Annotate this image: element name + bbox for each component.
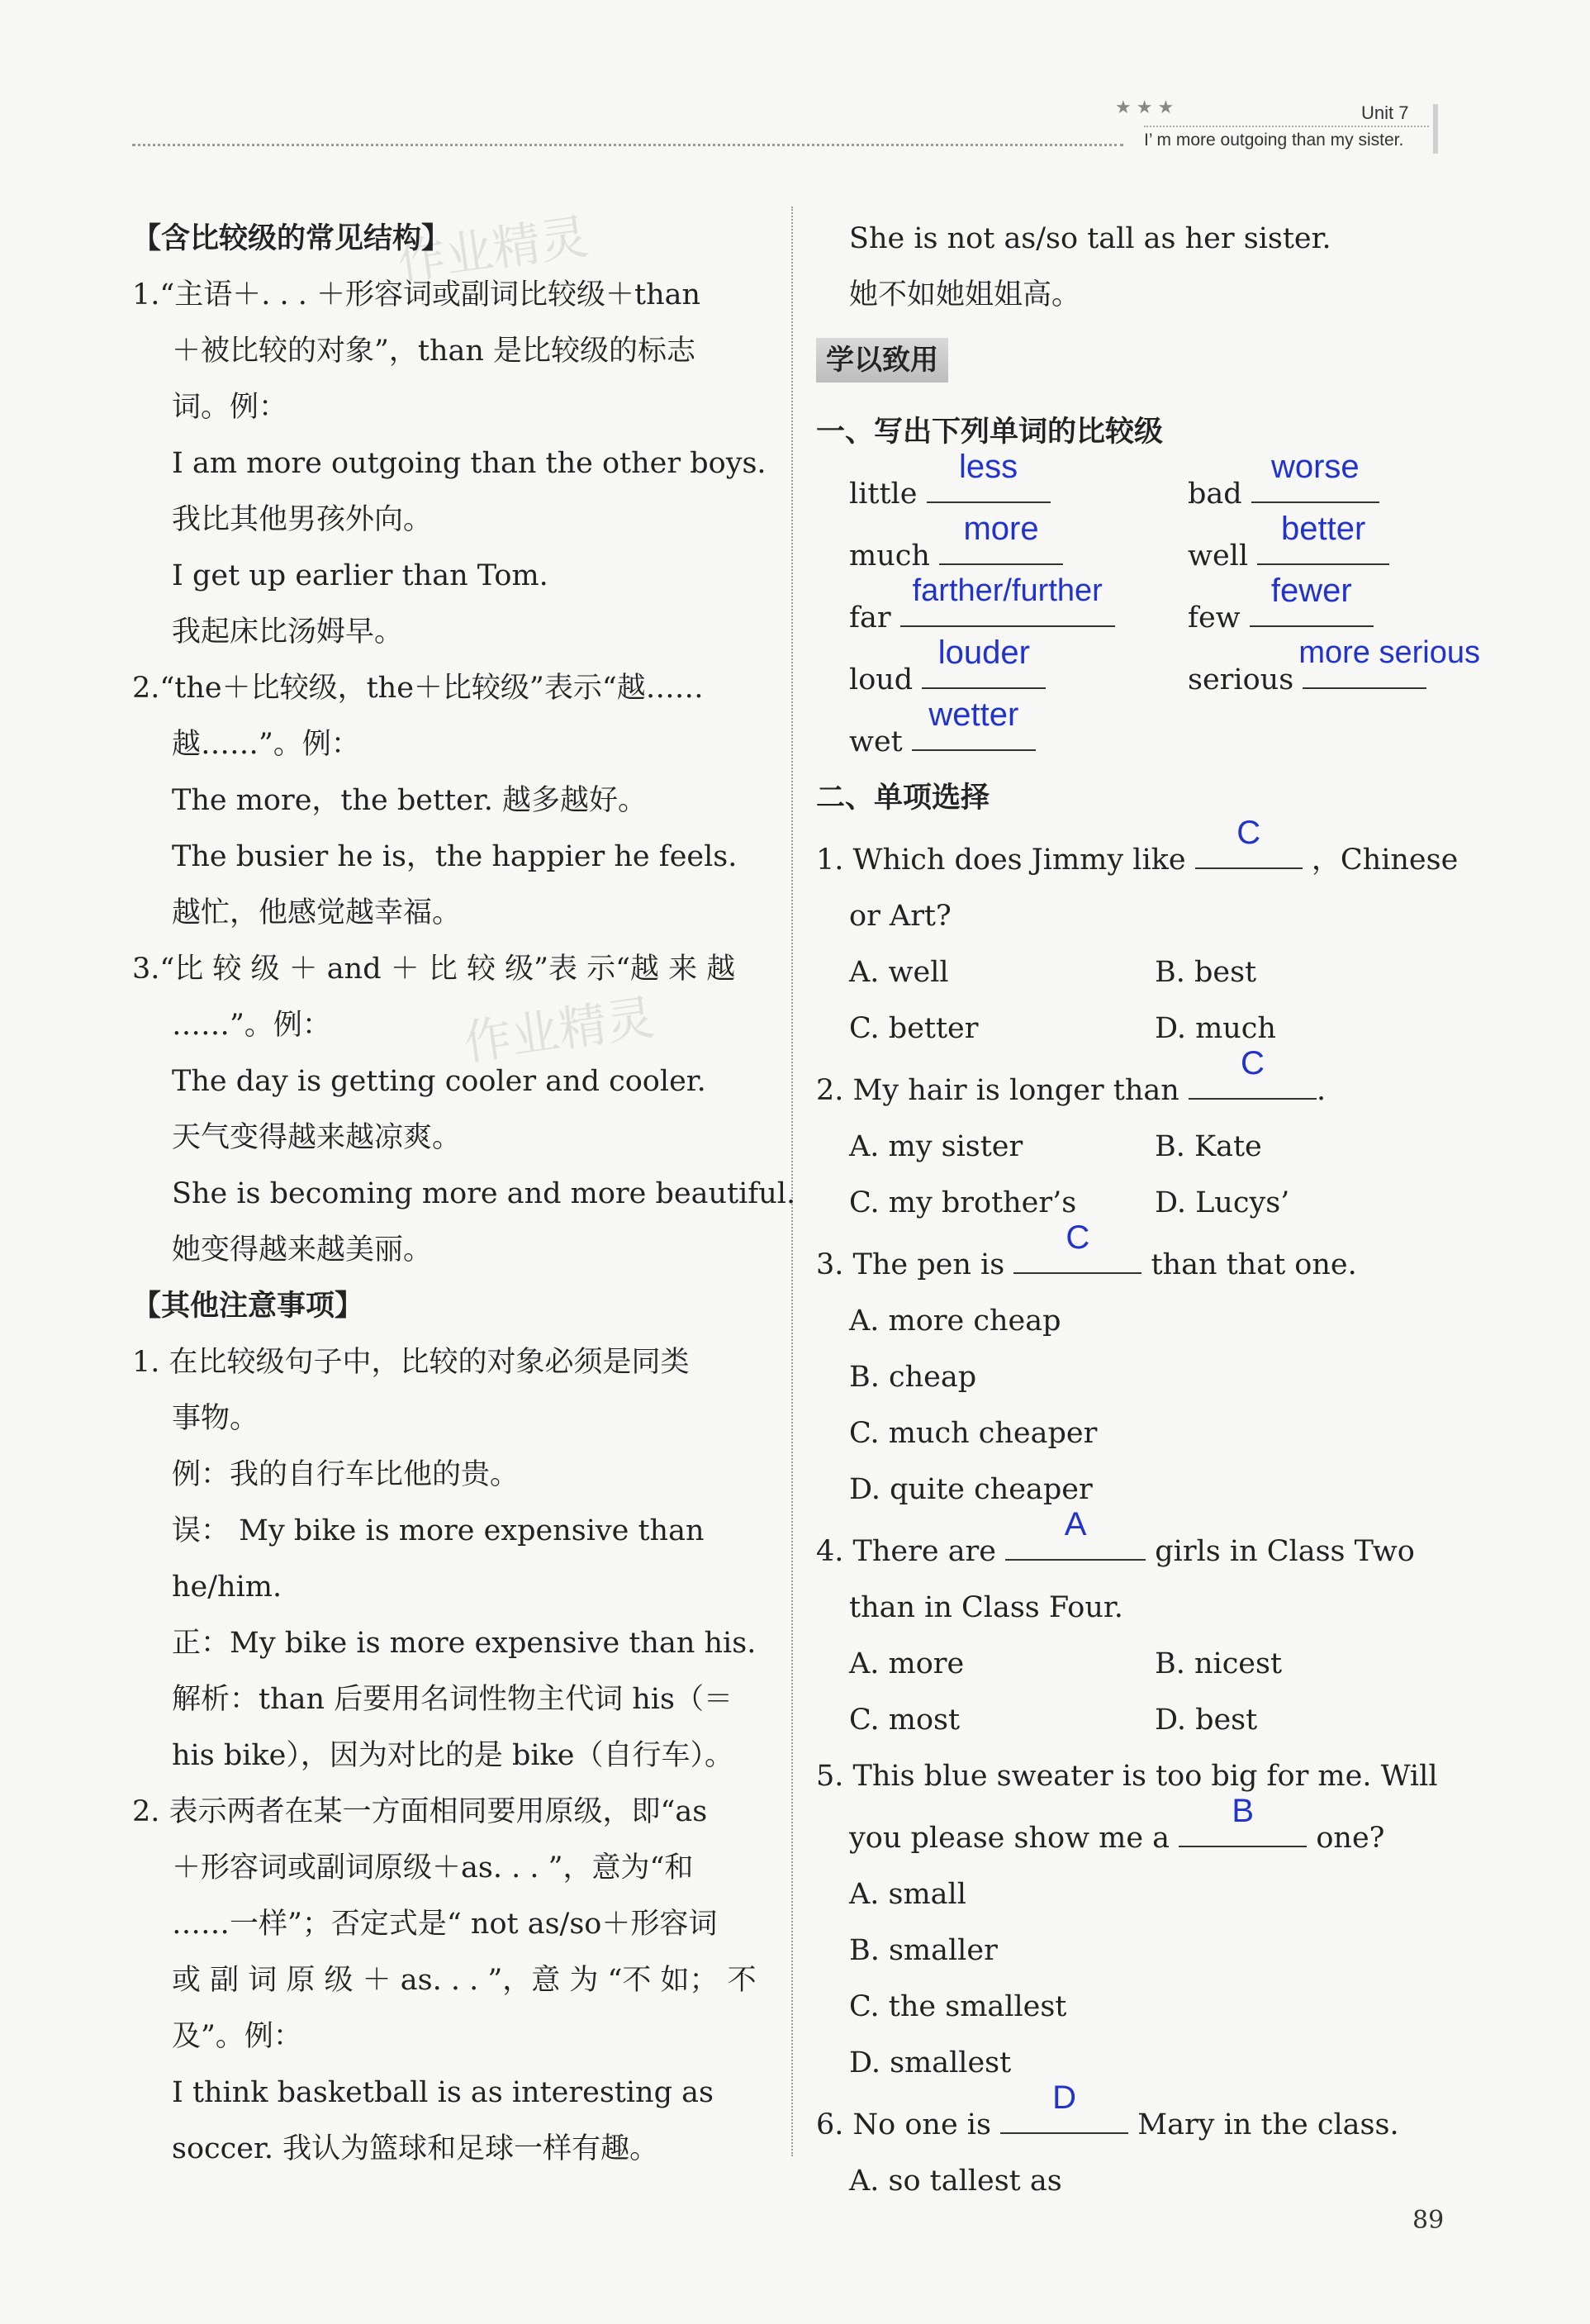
question-text: girls in Class Two [1155,1535,1415,1568]
question-3 [816,1219,1469,1293]
option-c[interactable]: C. better [849,1012,979,1045]
header-bar [1433,104,1438,154]
question-text: than that one. [1151,1248,1357,1281]
note-text: 误： My bike is more expensive than [172,1514,705,1547]
option-d[interactable]: D. best [1155,1704,1258,1737]
word: wet [849,725,903,758]
answer-blank[interactable] [1189,1045,1317,1100]
question-text: 4. There are [816,1535,996,1568]
question-5: 5. This blue sweater is too big for me. Will [816,1760,1438,1793]
handwritten-answer: A [1064,1506,1087,1542]
answer-blank[interactable] [1298,635,1480,689]
answer-blank[interactable] [1179,1793,1307,1847]
handwritten-answer: C [1066,1219,1090,1256]
answer-blank[interactable] [922,634,1046,689]
handwritten-answer: worse [1270,449,1360,485]
note-text: 及”。例： [172,2020,302,2053]
options [816,1119,1469,1231]
option-d[interactable]: D. much [1155,1012,1276,1045]
question-text: 6. No one is [816,2108,991,2141]
header-divider-short [1144,126,1429,127]
question-text: . [1316,1074,1327,1107]
note-text: I think basketball is as interesting as [172,2076,714,2109]
question-text: ，Chinese [1311,844,1459,877]
handwritten-answer: more serious [1298,635,1480,670]
option-b[interactable]: B. best [1155,956,1257,989]
option-b[interactable]: B. Kate [1155,1130,1262,1163]
option-a[interactable]: A. more [849,1647,965,1680]
handwritten-answer: fewer [1270,573,1352,609]
note-text: 或 副 词 原 级 ＋ as. . . ”，意 为 “不 如； 不 [172,1964,757,1997]
example-en: I get up earlier than Tom. [172,559,548,592]
handwritten-answer: less [959,449,1018,485]
comparative-word-grid [816,449,1480,770]
question-2 [816,1045,1469,1119]
rule-text: 词。例： [172,391,288,424]
option-c[interactable]: C. most [849,1704,961,1737]
handwritten-answer: farther/further [912,573,1103,608]
handwritten-answer: better [1281,511,1366,547]
note-text: soccer. 我认为篮球和足球一样有趣。 [172,2132,659,2165]
option-c[interactable]: C. much cheaper [849,1417,1098,1450]
question-text: one? [1316,1822,1385,1855]
part-b-title: 二、单项选择 [816,781,990,815]
example-en: The busier he is，the happier he feels. [172,840,738,873]
example-en: She is not as/so tall as her sister. [849,222,1331,255]
note-text: 正：My bike is more expensive than his. [172,1627,757,1660]
example-en: The more，the better. 越多越好。 [172,784,647,817]
example-cn: 我起床比汤姆早。 [172,615,404,649]
page-number: 89 [1412,2206,1445,2235]
answer-blank[interactable] [927,449,1051,503]
answer-blank[interactable] [1013,1219,1141,1274]
question-text: Mary in the class. [1137,2108,1399,2141]
note-text: 事物。 [172,1402,259,1435]
rule-text: 越……”。例： [172,728,360,761]
option-c[interactable]: C. my brother’s [849,1186,1077,1219]
question-1 [816,815,1469,888]
section-heading: 【其他注意事项】 [132,1289,364,1323]
option-b[interactable]: B. smaller [849,1934,998,1967]
answer-blank[interactable] [900,573,1115,627]
answer-blank[interactable] [1005,1506,1146,1561]
handwritten-answer: C [1236,815,1261,851]
part-a-title: 一、写出下列单词的比较级 [816,415,1164,449]
question-text: 2. My hair is longer than [816,1074,1179,1107]
option-b[interactable]: B. cheap [849,1361,977,1394]
question-text: 3. The pen is [816,1248,1005,1281]
word: much [849,539,930,573]
header-unit: Unit 7 [1361,102,1409,123]
handwritten-answer: louder [937,634,1030,671]
right-column [816,211,1480,2209]
options [816,1636,1469,1748]
word: well [1188,539,1249,573]
note-text: 1. 在比较级句子中，比较的对象必须是同类 [132,1346,690,1379]
left-column [132,211,796,2177]
answer-blank[interactable] [1195,815,1303,869]
handwritten-answer: wetter [928,696,1019,733]
section-heading: 【含比较级的常见结构】 [132,221,451,255]
answer-blank[interactable] [1000,2079,1128,2134]
handwritten-answer: C [1240,1045,1265,1081]
example-en: I am more outgoing than the other boys. [172,447,767,480]
answer-blank[interactable] [1250,573,1374,627]
note-text: he/him. [172,1571,282,1604]
rule-text: 2.“the＋比较级，the＋比较级”表示“越…… [132,672,704,705]
note-text: 例：我的自行车比他的贵。 [172,1458,520,1491]
word-item [1188,635,1502,708]
handwritten-answer: more [963,511,1039,547]
question-text [816,1793,1469,1866]
word: few [1188,601,1241,634]
header-divider [132,144,1123,146]
option-d[interactable]: D. quite cheaper [849,1473,1093,1506]
example-cn: 我比其他男孩外向。 [172,503,433,536]
rule-text: 3.“比 较 级 ＋ and ＋ 比 较 级”表 示“越 来 越 [132,953,736,986]
example-en: She is becoming more and more beautiful. [172,1177,796,1210]
answer-blank[interactable] [912,696,1036,751]
example-cn: 她不如她姐姐高。 [849,278,1081,311]
word: serious [1188,663,1294,696]
practice-badge: 学以致用 [816,338,948,383]
note-text: his bike），因为对比的是 bike（自行车）。 [172,1739,733,1772]
question-4 [816,1506,1469,1580]
rule-text: ……”。例： [172,1009,331,1042]
word: far [849,601,891,634]
option-d[interactable]: D. smallest [849,2046,1012,2079]
question-6 [816,2079,1469,2153]
question-text: 1. Which does Jimmy like [816,844,1186,877]
note-text: ＋形容词或副词原级＋as. . . ”，意为“和 [172,1851,694,1884]
answer-blank[interactable] [1251,449,1379,503]
word: bad [1188,478,1242,511]
header-stars-icon: ★★★ [1115,97,1179,118]
handwritten-answer: B [1232,1793,1255,1829]
option-a[interactable]: A. so tallest as [849,2165,1062,2198]
watermark: 作业精灵 [394,208,592,291]
answer-blank[interactable] [939,511,1063,565]
option-d[interactable]: D. Lucys’ [1155,1186,1290,1219]
example-cn: 天气变得越来越凉爽。 [172,1121,462,1154]
note-text: 2. 表示两者在某一方面相同要用原级，即“as [132,1795,708,1828]
example-cn: 她变得越来越美丽。 [172,1233,433,1267]
question-text: you please show me a [849,1822,1170,1855]
example-en: The day is getting cooler and cooler. [172,1065,706,1098]
question-text: or Art? [849,900,952,933]
rule-text: ＋被比较的对象”，than 是比较级的标志 [172,335,696,368]
word: little [849,478,918,511]
option-a[interactable]: A. small [849,1878,966,1911]
note-text: 解析：than 后要用名词性物主代词 his（＝ [172,1683,733,1716]
option-a[interactable]: A. more cheap [849,1305,1061,1338]
option-b[interactable]: B. nicest [1155,1647,1283,1680]
rule-text: 1.“主语＋. . . ＋形容词或副词比较级＋than [132,278,701,311]
question-text: than in Class Four. [849,1591,1123,1624]
answer-blank[interactable] [1257,511,1389,565]
option-a[interactable]: A. well [849,956,949,989]
header-title: I’ m more outgoing than my sister. [1144,131,1404,150]
word: loud [849,663,914,696]
word-item [849,696,1188,770]
note-text: ……一样”；否定式是“ not as/so＋形容词 [172,1908,718,1941]
option-a[interactable]: A. my sister [849,1130,1023,1163]
example-cn: 越忙，他感觉越幸福。 [172,896,462,929]
watermark: 作业精灵 [460,989,658,1072]
handwritten-answer: D [1052,2079,1077,2116]
option-c[interactable]: C. the smallest [849,1990,1067,2023]
options [816,944,1469,1057]
